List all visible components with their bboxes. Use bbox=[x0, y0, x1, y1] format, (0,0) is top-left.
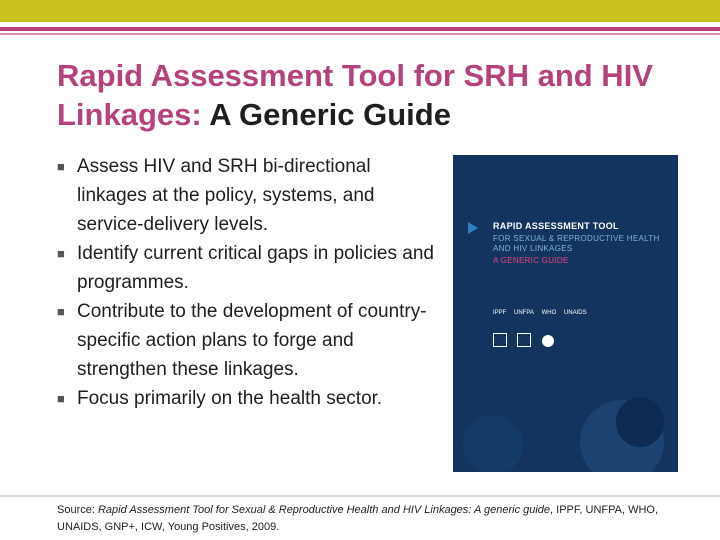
report-cover-image bbox=[453, 155, 678, 472]
play-arrow-icon bbox=[468, 222, 478, 234]
logo-unfpa: UNFPA bbox=[514, 310, 534, 316]
cover-subtitle: FOR SEXUAL & REPRODUCTIVE HEALTH AND HIV LINKAGES bbox=[493, 234, 660, 253]
bullet-marker-icon: ■ bbox=[57, 246, 65, 261]
top-divider-thin bbox=[0, 33, 720, 35]
source-citation: Source: Rapid Assessment Tool for Sexual & Reproductive Health and HIV Linkages: A generic guide, IPPF, UNFPA, WHO, UNAIDS, GNP+, ICW, Young Positives, 2009. bbox=[57, 504, 659, 533]
cover-decor-circle bbox=[616, 397, 664, 447]
partner-logos-row2 bbox=[493, 333, 573, 349]
cover-title: RAPID ASSESSMENT TOOL bbox=[493, 221, 619, 231]
partner-logos bbox=[493, 310, 673, 316]
partner-logo-icon bbox=[493, 333, 507, 347]
logo-unaids: UNAIDS bbox=[563, 310, 587, 316]
bullet-item: ■ Assess HIV and SRH bi-directional linkages at the policy, systems, and service-delivery levels. bbox=[57, 152, 442, 239]
slide-title-accent: A Generic Guide bbox=[209, 97, 451, 132]
cover-guide-label: A GENERIC GUIDE bbox=[493, 256, 569, 265]
slide-title-main: Rapid Assessment Tool for SRH and HIV Linkages: bbox=[57, 58, 653, 132]
bullet-item: ■ Focus primarily on the health sector. bbox=[57, 384, 442, 413]
top-color-bar bbox=[0, 0, 720, 22]
bullet-item: ■ Contribute to the development of country-specific action plans to forge and strengthen these linkages. bbox=[57, 297, 442, 384]
bullet-list bbox=[57, 152, 442, 413]
slide-title bbox=[57, 56, 677, 134]
partner-logo-icon bbox=[542, 335, 554, 347]
logo-who: WHO bbox=[541, 310, 557, 316]
bullet-marker-icon: ■ bbox=[57, 304, 65, 319]
footer-divider bbox=[0, 495, 720, 497]
bullet-item: ■ Identify current critical gaps in policies and programmes. bbox=[57, 239, 442, 297]
source-title: Rapid Assessment Tool for Sexual & Reproductive Health and HIV Linkages: A generic guide bbox=[97, 504, 551, 516]
partner-logo-icon bbox=[517, 333, 531, 347]
top-divider bbox=[0, 27, 720, 31]
cover-decor-circle bbox=[463, 415, 523, 472]
bullet-marker-icon: ■ bbox=[57, 391, 65, 406]
logo-ippf: IPPF bbox=[493, 310, 507, 316]
bullet-marker-icon: ■ bbox=[57, 159, 65, 174]
